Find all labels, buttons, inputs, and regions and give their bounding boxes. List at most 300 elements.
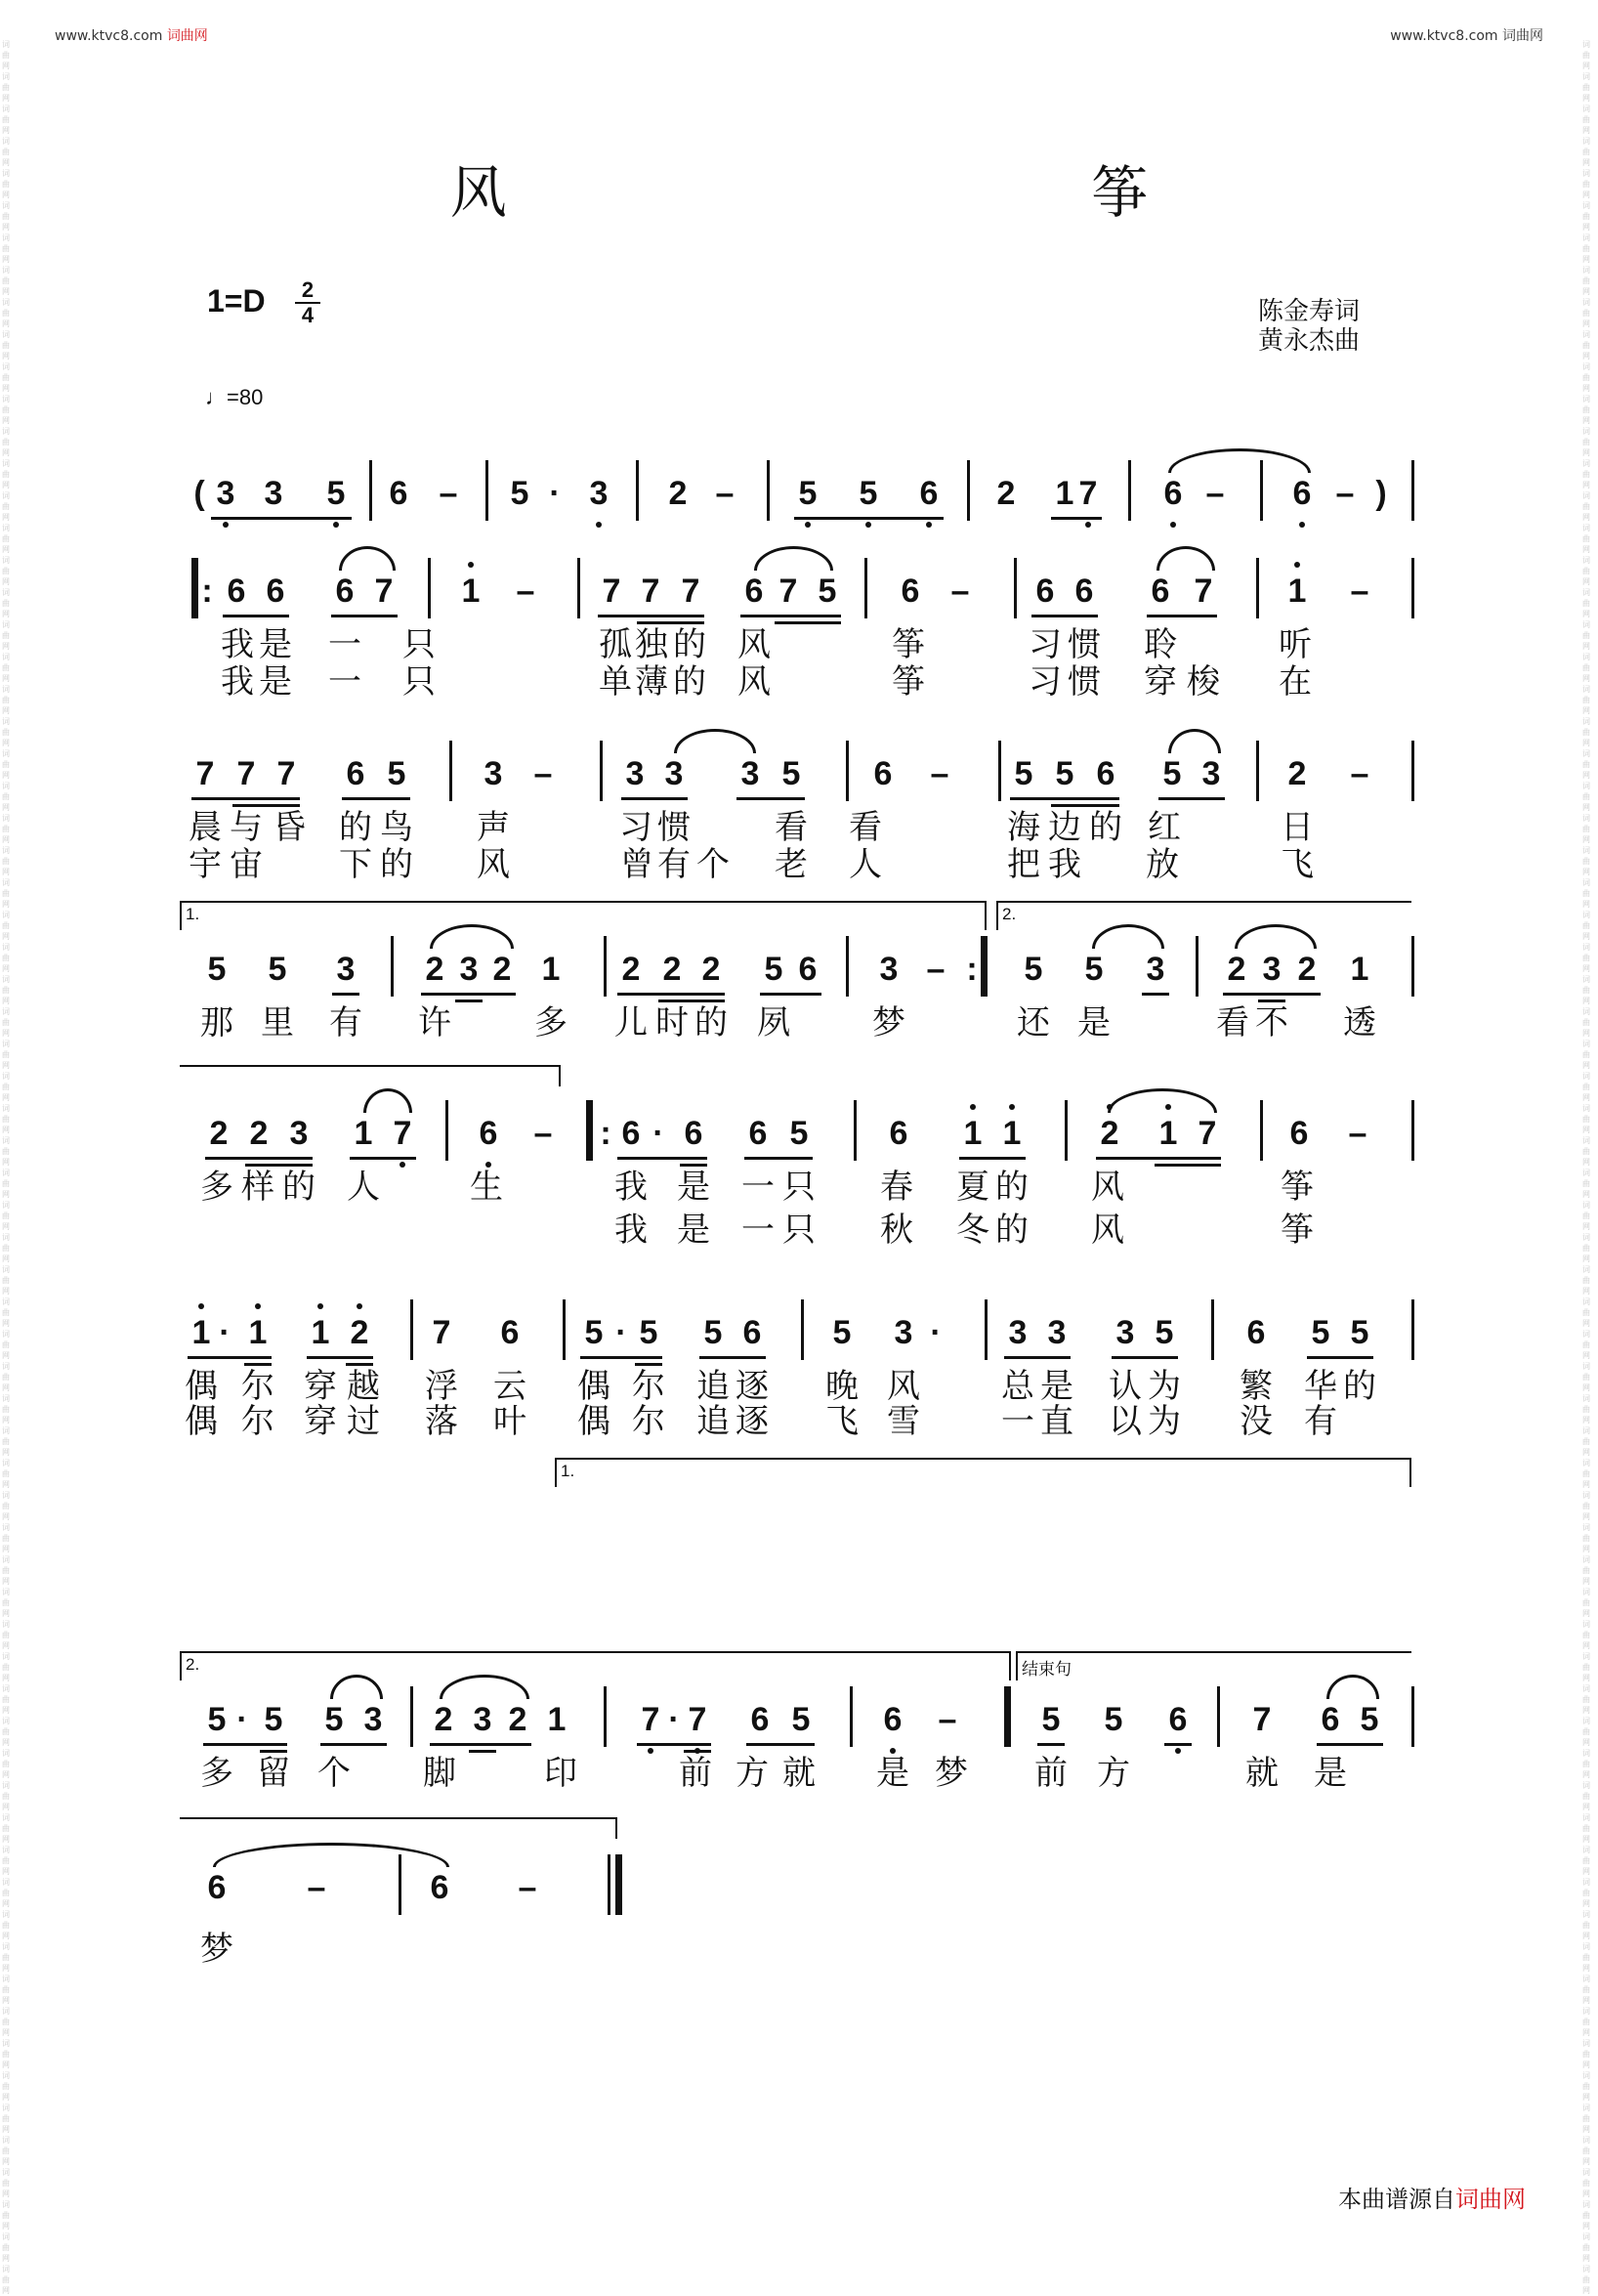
lyric-char: 有 — [657, 845, 691, 884]
note: 1 — [191, 1314, 211, 1351]
note: 6 — [227, 573, 246, 610]
bar-line — [846, 936, 849, 997]
lyric-char: 听 — [1279, 625, 1312, 664]
lyric-char: 直 — [1040, 1402, 1073, 1441]
bar-line — [1411, 936, 1414, 997]
bar-line — [449, 741, 452, 801]
lyric-char: 偶 — [577, 1367, 610, 1406]
lyric-char: 我 — [221, 625, 254, 664]
note: 1 — [1158, 1115, 1178, 1152]
note: 5 — [584, 1314, 604, 1351]
octave-dot-low — [865, 522, 871, 528]
time-signature-top: 2 — [301, 277, 315, 302]
note: 6 — [1168, 1701, 1188, 1738]
lyric-char: 印 — [544, 1754, 577, 1793]
bar-line — [600, 741, 603, 801]
note: 7 — [1198, 1115, 1217, 1152]
lyric-char: 只 — [402, 662, 436, 702]
lyric-char: 没 — [1240, 1402, 1273, 1441]
octave-dot-high — [255, 1303, 261, 1309]
lyric-char: 老 — [775, 845, 808, 884]
beam-underline — [469, 1750, 496, 1753]
note: 6 — [207, 1869, 227, 1906]
volta-left — [180, 1653, 182, 1680]
beam-underline — [223, 615, 289, 617]
octave-dot-low — [1170, 522, 1176, 528]
bar-line — [1411, 1299, 1414, 1360]
note: 5 — [324, 1701, 344, 1738]
slur-arc — [1168, 448, 1311, 473]
lyric-char: 冬 — [956, 1211, 989, 1250]
note: 5 — [326, 475, 346, 512]
header-left — [55, 25, 208, 45]
beam-underline — [635, 1363, 662, 1366]
lyric-char: 尔 — [241, 1367, 274, 1406]
lyric-char: 惯 — [1068, 662, 1101, 702]
lyric-char: 过 — [347, 1402, 380, 1441]
repeat-dots: : — [966, 951, 978, 988]
slur-arc — [1168, 729, 1221, 753]
lyric-char: 宇 — [189, 845, 222, 884]
note: 6 — [430, 1869, 449, 1906]
lyric-char: 的 — [995, 1168, 1029, 1207]
dot: · — [668, 1701, 680, 1738]
header-left-site: www.ktvc8.com — [55, 28, 163, 44]
beam-underline — [1307, 1356, 1373, 1359]
lyric-char: 个 — [696, 845, 730, 884]
lyric-char: 看 — [775, 808, 808, 847]
beam-underline — [744, 1157, 813, 1160]
note: 5 — [818, 573, 837, 610]
dash: – — [533, 1115, 553, 1152]
dash: – — [533, 755, 553, 792]
beam-underline — [1051, 517, 1102, 520]
beam-underline — [245, 1164, 313, 1167]
header-right — [1390, 25, 1543, 45]
volta-bracket — [180, 901, 987, 930]
lyric-char: 不 — [1255, 1003, 1288, 1042]
note: 6 — [1035, 573, 1055, 610]
volta-label: 1. — [186, 905, 200, 923]
lyric-char: 多 — [200, 1754, 233, 1793]
lyric-char: 风 — [1091, 1168, 1124, 1207]
note: 1 — [1002, 1115, 1022, 1152]
volta-right — [1009, 1653, 1011, 1680]
volta-left — [180, 903, 182, 930]
lyric-char: 人 — [347, 1168, 380, 1207]
bar-line — [1065, 1100, 1068, 1161]
beam-underline — [736, 797, 805, 800]
bar-line — [485, 460, 488, 521]
lyric-char: 生 — [470, 1168, 503, 1207]
lyric-char: 许 — [418, 1003, 451, 1042]
beam-underline — [320, 1743, 387, 1746]
lyric-char: 梭 — [1187, 662, 1220, 702]
lyric-char: 偶 — [185, 1367, 218, 1406]
lyric-char: 多 — [534, 1003, 568, 1042]
bar-line — [1411, 1686, 1414, 1747]
bar-line — [1211, 1299, 1214, 1360]
lyric-char: 筝 — [892, 625, 925, 664]
bar-line — [1260, 460, 1263, 521]
lyric-char: 下 — [339, 845, 372, 884]
beam-underline — [1051, 804, 1119, 807]
note: 2 — [662, 951, 682, 988]
lyric-char: 越 — [347, 1367, 380, 1406]
lyric-char: 样 — [241, 1168, 274, 1207]
paren-close: ) — [1375, 475, 1387, 512]
paren-open: ( — [193, 475, 205, 512]
note: 5 — [1024, 951, 1043, 988]
side-watermark-left: 词曲网词曲网词曲网词曲网词曲网词曲网词曲网词曲网词曲网词曲网词曲网词曲网词曲网词曲网词曲网词曲网词曲网词曲网词曲网词曲网词曲网词曲网词曲网词曲网词曲网词曲网词曲网词曲网词曲网词曲网词曲网词曲网词曲网词曲网词曲网词曲网词曲网词曲网词曲网词曲网词曲网词曲网词曲网词曲网词曲网词曲网词曲网词曲网词曲网词曲网词曲网词曲网词曲网词曲网词曲网词曲网词曲网词曲网词曲网词曲网词曲网词曲网词曲网词曲网词曲网词曲网词曲网词曲网词曲网词曲网 — [2, 40, 10, 2295]
lyric-char: 偶 — [577, 1402, 610, 1441]
note: 3 — [459, 951, 479, 988]
beam-underline — [746, 1743, 815, 1746]
beam-underline — [1155, 1164, 1221, 1167]
note: 7 — [688, 1701, 707, 1738]
lyric-char: 为 — [1148, 1402, 1181, 1441]
note: 7 — [602, 573, 621, 610]
bar-line — [864, 558, 867, 618]
dash: – — [1350, 573, 1369, 610]
bar-line — [850, 1686, 853, 1747]
lyric-char: 风 — [1091, 1211, 1124, 1250]
octave-dot-low — [333, 522, 339, 528]
lyric-char: 飞 — [825, 1402, 859, 1441]
octave-dot-low — [1085, 522, 1091, 528]
lyric-char: 在 — [1279, 662, 1312, 702]
lyric-char: 只 — [402, 625, 436, 664]
note: 2 — [1100, 1115, 1119, 1152]
note: 5 — [791, 1701, 811, 1738]
note: 3 — [1047, 1314, 1067, 1351]
note: 5 — [264, 1701, 283, 1738]
note: 5 — [1041, 1701, 1061, 1738]
dash: – — [715, 475, 735, 512]
bar-line — [1256, 741, 1259, 801]
lyric-char: 里 — [261, 1003, 294, 1042]
lyric-char: 是 — [259, 625, 292, 664]
bar-line — [636, 460, 639, 521]
octave-dot-high — [198, 1303, 204, 1309]
lyric-char: 聆 — [1144, 625, 1177, 664]
note: 3 — [625, 755, 645, 792]
side-watermark-right: 词曲网词曲网词曲网词曲网词曲网词曲网词曲网词曲网词曲网词曲网词曲网词曲网词曲网词曲网词曲网词曲网词曲网词曲网词曲网词曲网词曲网词曲网词曲网词曲网词曲网词曲网词曲网词曲网词曲网词曲网词曲网词曲网词曲网词曲网词曲网词曲网词曲网词曲网词曲网词曲网词曲网词曲网词曲网词曲网词曲网词曲网词曲网词曲网词曲网词曲网词曲网词曲网词曲网词曲网词曲网词曲网词曲网词曲网词曲网词曲网词曲网词曲网词曲网词曲网词曲网词曲网词曲网词曲网词曲网词曲网 — [1582, 40, 1590, 2295]
lyric-char: 以 — [1109, 1402, 1142, 1441]
note: 3 — [1201, 755, 1221, 792]
note: 5 — [1104, 1701, 1123, 1738]
lyric-char: 脚 — [423, 1754, 456, 1793]
beam-underline — [775, 621, 841, 624]
lyric-char: 华 — [1304, 1367, 1337, 1406]
note: 3 — [484, 755, 503, 792]
volta-right — [985, 903, 987, 930]
note: 6 — [742, 1314, 762, 1351]
lyric-char: 风 — [477, 845, 510, 884]
lyric-char: 为 — [1148, 1367, 1181, 1406]
lyric-char: 繁 — [1240, 1367, 1273, 1406]
volta-close-tick — [559, 1065, 561, 1086]
bar-line — [1128, 460, 1131, 521]
note: 5 — [1311, 1314, 1330, 1351]
volta-label: 2. — [1002, 905, 1017, 923]
lyric-char: 孤 — [599, 625, 632, 664]
note: 3 — [664, 755, 684, 792]
lyric-char: 认 — [1109, 1367, 1142, 1406]
note: 6 — [873, 755, 893, 792]
note: 6 — [744, 573, 764, 610]
note: 3 — [363, 1701, 383, 1738]
beam-underline — [680, 1164, 707, 1167]
dash: – — [1350, 755, 1369, 792]
lyric-char: 穿 — [304, 1402, 337, 1441]
note: 5 — [510, 475, 529, 512]
beam-underline — [1317, 1743, 1383, 1746]
note: 5 — [639, 1314, 658, 1351]
beam-underline — [959, 1157, 1026, 1160]
lyric-char: 宙 — [230, 845, 263, 884]
lyric-char: 的 — [380, 845, 413, 884]
lyric-char: 是 — [677, 1211, 710, 1250]
dot: · — [236, 1701, 248, 1738]
beam-underline — [342, 797, 410, 800]
lyric-char: 儿 — [614, 1003, 648, 1042]
note: 3 — [740, 755, 760, 792]
bar-line — [1260, 1100, 1263, 1161]
lyric-char: 的 — [673, 662, 706, 702]
lyric-char: 就 — [1245, 1754, 1279, 1793]
note: 6 — [266, 573, 285, 610]
bar-line — [399, 1854, 401, 1915]
octave-dot-high — [1294, 562, 1300, 568]
note: 5 — [859, 475, 878, 512]
slur-arc — [213, 1843, 449, 1867]
volta-label: 1. — [561, 1462, 575, 1480]
note: 1 — [311, 1314, 330, 1351]
slur-arc — [363, 1088, 412, 1113]
bar-line — [1196, 936, 1198, 997]
volta-close-line — [180, 1065, 561, 1067]
beam-underline — [794, 517, 944, 520]
lyric-char: 是 — [1077, 1003, 1111, 1042]
lyric-char: 透 — [1343, 1003, 1376, 1042]
bar-line — [767, 460, 770, 521]
bar-line — [410, 1299, 413, 1360]
lyric-char: 总 — [1001, 1367, 1034, 1406]
note: 7 — [374, 573, 394, 610]
beam-underline — [244, 1363, 272, 1366]
beam-underline — [1158, 797, 1225, 800]
lyric-char: 有 — [329, 1003, 362, 1042]
octave-dot-high — [970, 1104, 976, 1110]
beam-underline — [637, 1743, 711, 1746]
lyric-char: 尔 — [241, 1402, 274, 1441]
time-signature — [295, 279, 320, 326]
beam-underline — [598, 615, 704, 617]
beam-underline — [617, 1157, 707, 1160]
note: 6 — [346, 755, 365, 792]
bar-line — [981, 936, 988, 997]
note: 1 — [963, 1115, 983, 1152]
note: 7 — [236, 755, 256, 792]
note: 5 — [764, 951, 783, 988]
lyric-char: 一 — [741, 1168, 775, 1207]
volta-label: 结束句 — [1022, 1660, 1072, 1679]
lyric-char: 与 — [230, 808, 263, 847]
lyric-char: 落 — [425, 1402, 458, 1441]
note: 5 — [1084, 951, 1104, 988]
beam-underline — [1096, 1157, 1221, 1160]
lyric-char: 筝 — [1281, 1211, 1314, 1250]
dash: – — [1205, 475, 1225, 512]
time-signature-bottom: 4 — [301, 303, 315, 327]
dash: – — [938, 1701, 957, 1738]
lyric-char: 还 — [1017, 1003, 1050, 1042]
bar-line — [445, 1100, 448, 1161]
dash: – — [1335, 475, 1355, 512]
note: 2 — [1297, 951, 1317, 988]
note: 1 — [541, 951, 561, 988]
octave-dot-low — [648, 1748, 653, 1754]
note: 5 — [207, 951, 227, 988]
beam-underline — [1142, 993, 1169, 996]
beam-underline — [332, 993, 359, 996]
beam-underline — [699, 1356, 766, 1359]
lyric-char: 是 — [259, 662, 292, 702]
lyric-char: 昏 — [273, 808, 306, 847]
note: 3 — [1115, 1314, 1135, 1351]
note: 2 — [508, 1701, 527, 1738]
lyric-char: 习 — [1029, 625, 1062, 664]
lyric-char: 把 — [1007, 845, 1040, 884]
lyric-char: 就 — [782, 1754, 816, 1793]
dash: – — [439, 475, 458, 512]
dash: – — [930, 755, 949, 792]
lyric-char: 穿 — [1144, 662, 1177, 702]
lyric-char: 我 — [1048, 845, 1081, 884]
slur-arc — [754, 546, 833, 571]
note: 6 — [500, 1314, 520, 1351]
bar-line — [1411, 741, 1414, 801]
lyric-char: 前 — [679, 1754, 712, 1793]
lyric-char: 那 — [200, 1003, 233, 1042]
note: 1 — [1350, 951, 1369, 988]
bar-line — [1411, 460, 1414, 521]
note: 6 — [1289, 1115, 1309, 1152]
bar-line — [604, 936, 607, 997]
beam-underline — [1147, 615, 1217, 617]
beam-underline — [1004, 1356, 1071, 1359]
note: 6 — [1292, 475, 1312, 512]
note: 3 — [336, 951, 356, 988]
beam-underline — [232, 804, 300, 807]
lyric-char: 声 — [477, 808, 510, 847]
note: 3 — [289, 1115, 309, 1152]
slur-arc — [674, 729, 756, 753]
note: 6 — [798, 951, 818, 988]
slur-arc — [1108, 1088, 1217, 1113]
bar-line — [410, 1686, 413, 1747]
bar-line — [998, 741, 1001, 801]
note: 2 — [425, 951, 444, 988]
note: 3 — [264, 475, 283, 512]
octave-dot-high — [1009, 1104, 1015, 1110]
beam-underline — [203, 1743, 287, 1746]
bar-line — [428, 558, 431, 618]
note: 6 — [335, 573, 355, 610]
lyric-char: 鸟 — [380, 808, 413, 847]
lyric-char: 的 — [995, 1211, 1029, 1250]
note: 5 — [1350, 1314, 1369, 1351]
lyric-char: 惯 — [657, 808, 691, 847]
note: 5 — [832, 1314, 852, 1351]
dash: – — [950, 573, 970, 610]
dot: · — [615, 1314, 627, 1351]
note: 7 — [195, 755, 215, 792]
lyric-char: 人 — [849, 845, 882, 884]
lyric-char: 一 — [328, 625, 361, 664]
note: 5 — [1360, 1701, 1379, 1738]
song-title: 风 筝 — [449, 159, 1432, 226]
dot: · — [219, 1314, 231, 1351]
note: 7 — [681, 573, 700, 610]
note: 7 — [1194, 573, 1213, 610]
note: 5 — [207, 1701, 227, 1738]
volta-left — [1016, 1653, 1018, 1680]
bar-line — [608, 1854, 610, 1915]
footer-site: 词曲网 — [1455, 2186, 1526, 2213]
note: 2 — [701, 951, 721, 988]
note: 1 — [248, 1314, 268, 1351]
note: 6 — [1246, 1314, 1266, 1351]
lyric-char: 方 — [1097, 1754, 1130, 1793]
lyric-char: 我 — [221, 662, 254, 702]
lyric-char: 晨 — [189, 808, 222, 847]
lyric-char: 惯 — [1068, 625, 1101, 664]
beam-underline — [430, 1743, 531, 1746]
note: 7 — [1252, 1701, 1272, 1738]
note: 2 — [249, 1115, 269, 1152]
note: 5 — [268, 951, 287, 988]
lyric-char: 夏 — [956, 1168, 989, 1207]
slur-arc — [1156, 546, 1215, 571]
lyric-char: 逐 — [736, 1402, 769, 1441]
repeat-dots: : — [201, 573, 213, 610]
note: 7 — [432, 1314, 451, 1351]
beam-underline — [260, 1750, 287, 1753]
lyric-char: 看 — [849, 808, 882, 847]
note: 6 — [479, 1115, 498, 1152]
note: 5 — [1014, 755, 1033, 792]
volta-close-line — [180, 1817, 617, 1819]
dot: · — [549, 475, 561, 512]
octave-dot-low — [926, 522, 932, 528]
lyric-char: 是 — [876, 1754, 909, 1793]
bar-line — [1014, 558, 1017, 618]
note: 6 — [750, 1701, 770, 1738]
header-right-site: www.ktvc8.com — [1390, 28, 1498, 44]
dash: – — [307, 1869, 326, 1906]
lyric-char: 日 — [1281, 808, 1314, 847]
beam-underline — [617, 993, 725, 996]
note: 7 — [641, 573, 660, 610]
lyric-char: 尔 — [632, 1402, 665, 1441]
lyric-char: 看 — [1216, 1003, 1249, 1042]
footer-source — [1338, 2180, 1526, 2214]
beam-underline — [658, 999, 725, 1002]
bar-line — [577, 558, 580, 618]
note: 3 — [879, 951, 899, 988]
